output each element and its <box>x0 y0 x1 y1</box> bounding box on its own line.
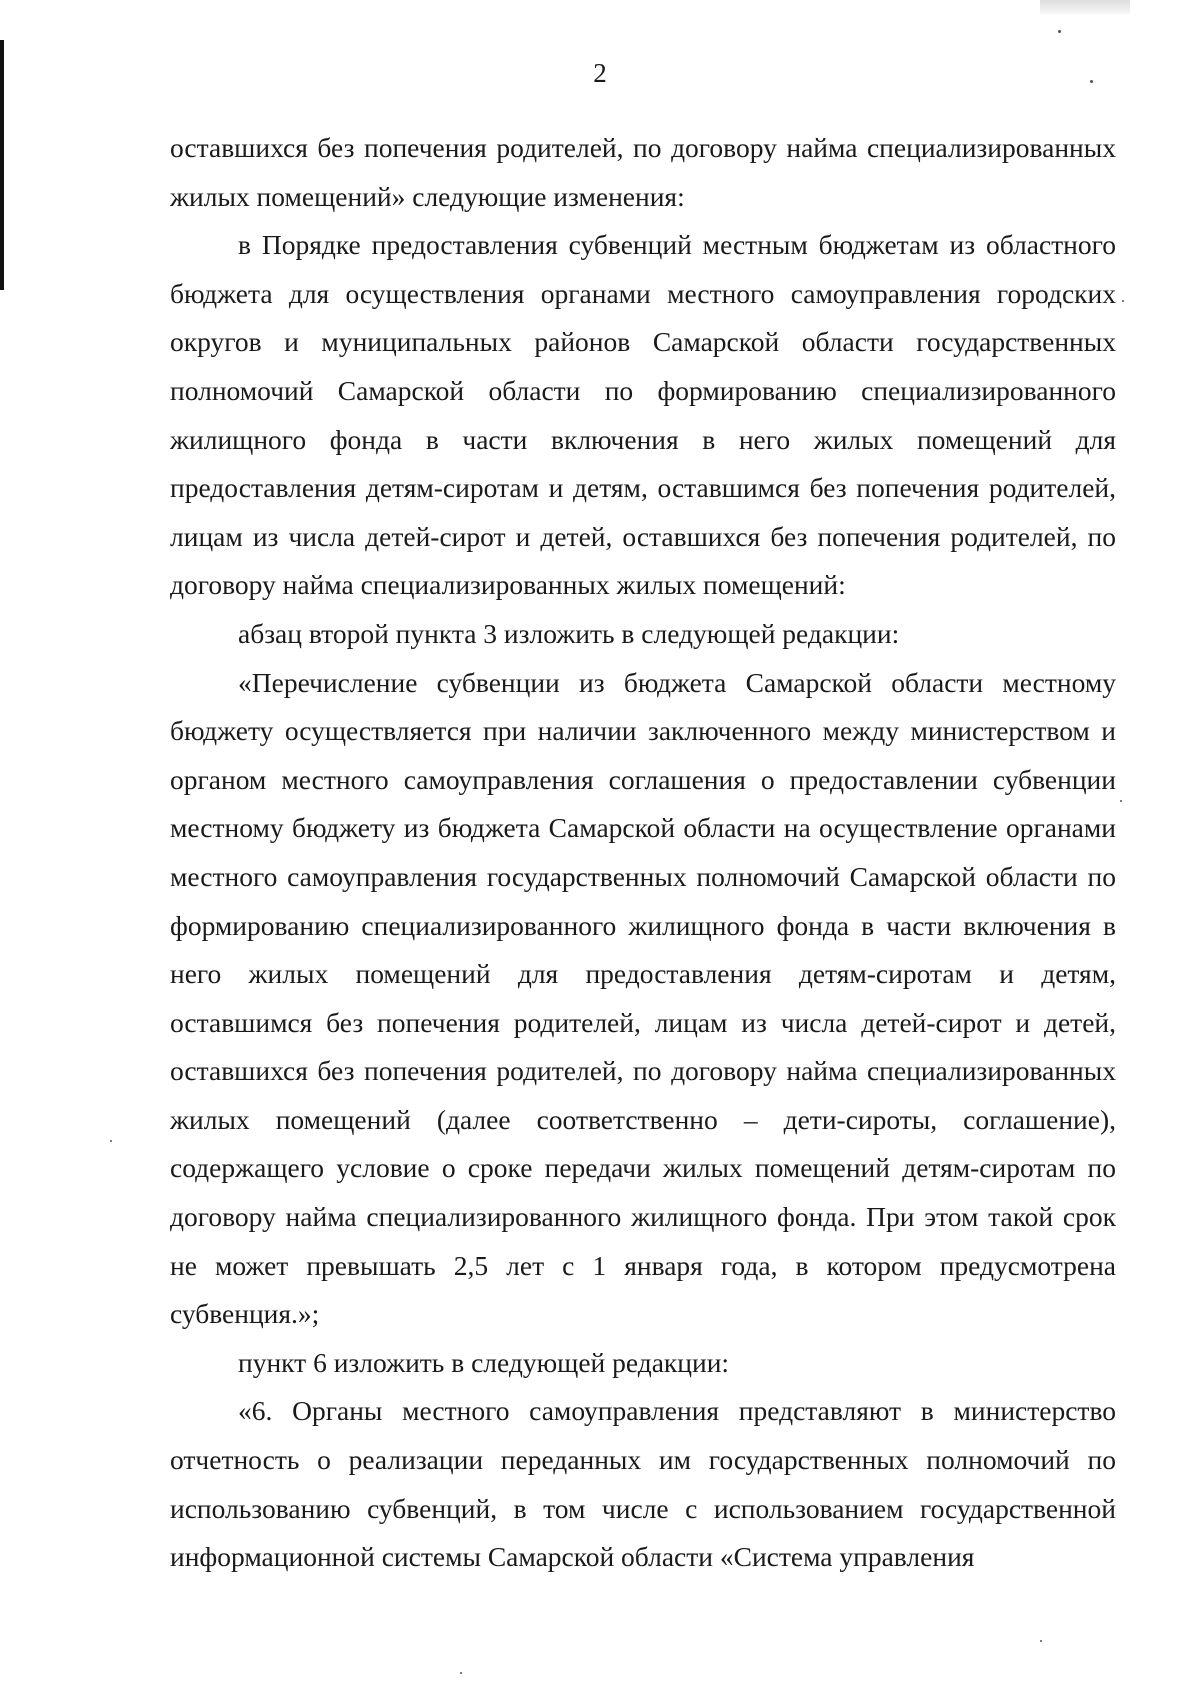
paragraph-point-3-instruction: абзац второй пункта 3 изложить в следующей редакции: <box>238 617 900 649</box>
scan-speck <box>1040 1640 1042 1642</box>
paragraph-procedure: в Порядке предоставления субвенций местным бюджетам из областного бюджета для осуществления органами местного самоуправления городских округов и муниципальных районов Самарской области государственных полномочий Самарской области по формированию специализированного жилищного фонда в части включения в него жилых помещений для предоставления детям-сиротам и детям, оставшимся без попечения родителей, лицам из числа детей-сирот и детей, оставшихся без попечения родителей, по договору найма специализированных жилых помещений: <box>170 229 1116 601</box>
page-number: 2 <box>593 58 607 88</box>
scan-edge-mark <box>0 40 4 290</box>
scan-speck <box>110 1140 112 1142</box>
scan-speck <box>1122 300 1124 302</box>
paragraph-continuation: оставшихся без попечения родителей, по договору найма специализированных жилых помещений» следующие изменения: <box>170 132 1116 212</box>
document-body <box>170 124 1116 1582</box>
scan-smudge <box>1040 0 1130 14</box>
paragraph-point-3-text: «Перечисление субвенции из бюджета Самарской области местному бюджету осуществляется при наличии заключенного между министерством и органом местного самоуправления соглашения о предоставлении субвенции местному бюджету из бюджета Самарской области на осуществление органами местного самоуправления государственных полномочий Самарской области по формированию специализированного жилищного фонда в части включения в него жилых помещений для предоставления детям-сиротам и детям, оставшимся без попечения родителей, лицам из числа детей-сирот и детей, оставшихся без попечения родителей, по договору найма специализированных жилых помещений (далее соответственно – дети-сироты, соглашение), содержащего условие о сроке передачи жилых помещений детям-сиротам по договору найма специализированного жилищного фонда. При этом такой срок не может превышать 2,5 лет с 1 января года, в котором предусмотрена субвенция.»; <box>170 666 1116 1330</box>
scan-speck <box>460 1672 462 1674</box>
paragraph-point-6-text: «6. Органы местного самоуправления представляют в министерство отчетность о реализации переданных им государственных полномочий по использованию субвенций, в том числе с использованием государственной информационной системы Самарской области «Система управления <box>170 1395 1116 1573</box>
scan-speck <box>1090 80 1093 83</box>
scan-speck <box>1058 30 1061 33</box>
scan-speck <box>1120 800 1122 802</box>
paragraph-point-6-instruction: пункт 6 изложить в следующей редакции: <box>238 1346 730 1378</box>
